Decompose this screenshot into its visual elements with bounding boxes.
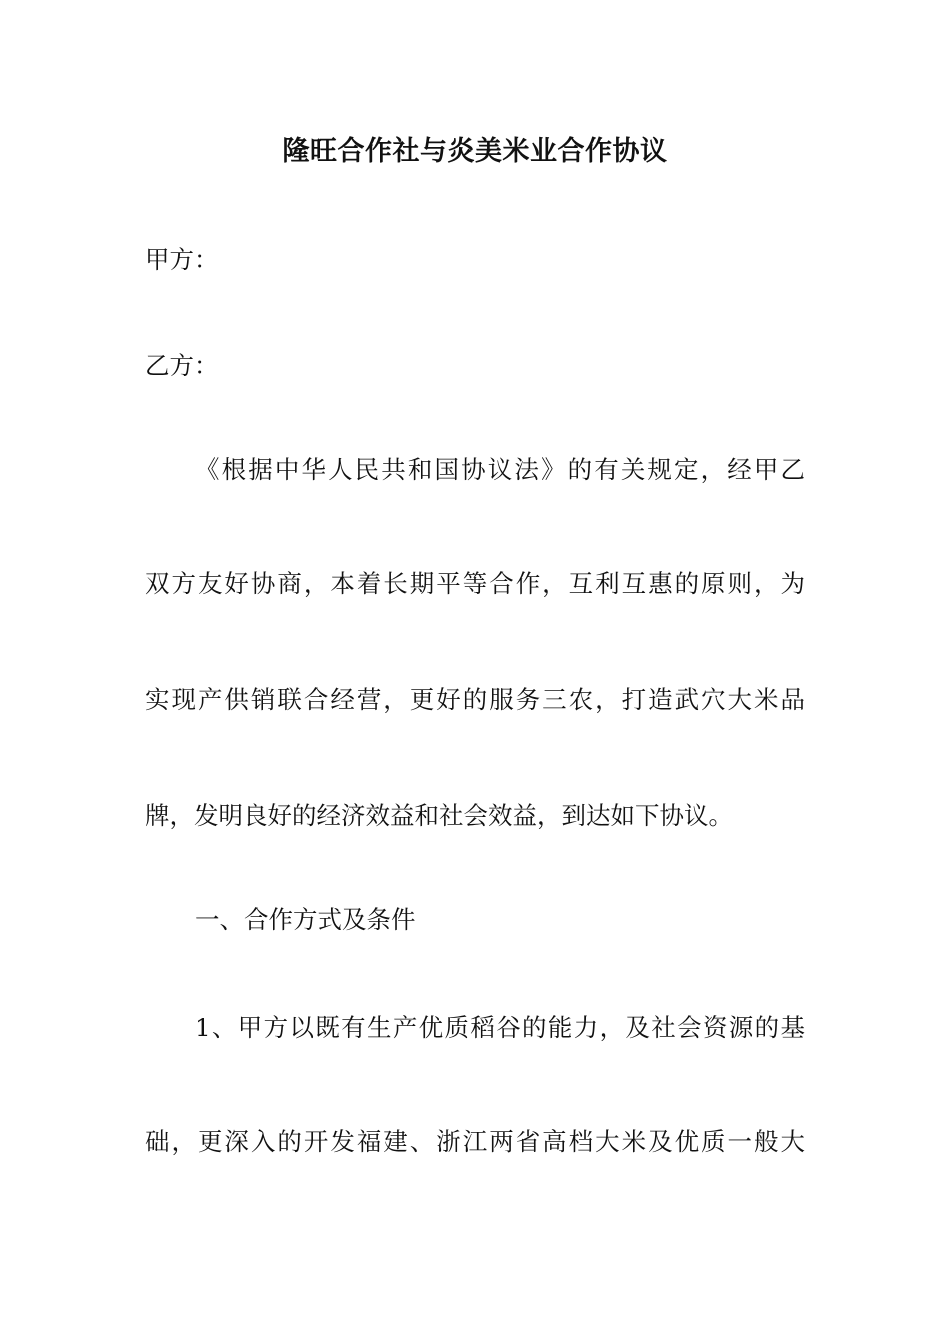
party-a-label: 甲方： [145,245,219,274]
document-title: 隆旺合作社与炎美米业合作协议 [282,136,668,167]
intro-line-1: 《根据中华人民共和国协议法》的有关规定，经甲乙 [195,455,805,484]
intro-line-4: 牌，发明良好的经济效益和社会效益，到达如下协议。 [145,801,733,830]
party-b-label: 乙方： [145,351,219,380]
clause-1-line-1: 1、甲方以既有生产优质稻谷的能力，及社会资源的基 [195,1013,805,1042]
intro-line-2: 双方友好协商，本着长期平等合作，互利互惠的原则，为 [145,569,805,598]
section-heading: 一、合作方式及条件 [195,905,416,934]
clause-1-line-2: 础，更深入的开发福建、浙江两省高档大米及优质一般大 [145,1127,805,1156]
intro-line-3: 实现产供销联合经营，更好的服务三农，打造武穴大米品 [145,685,805,714]
